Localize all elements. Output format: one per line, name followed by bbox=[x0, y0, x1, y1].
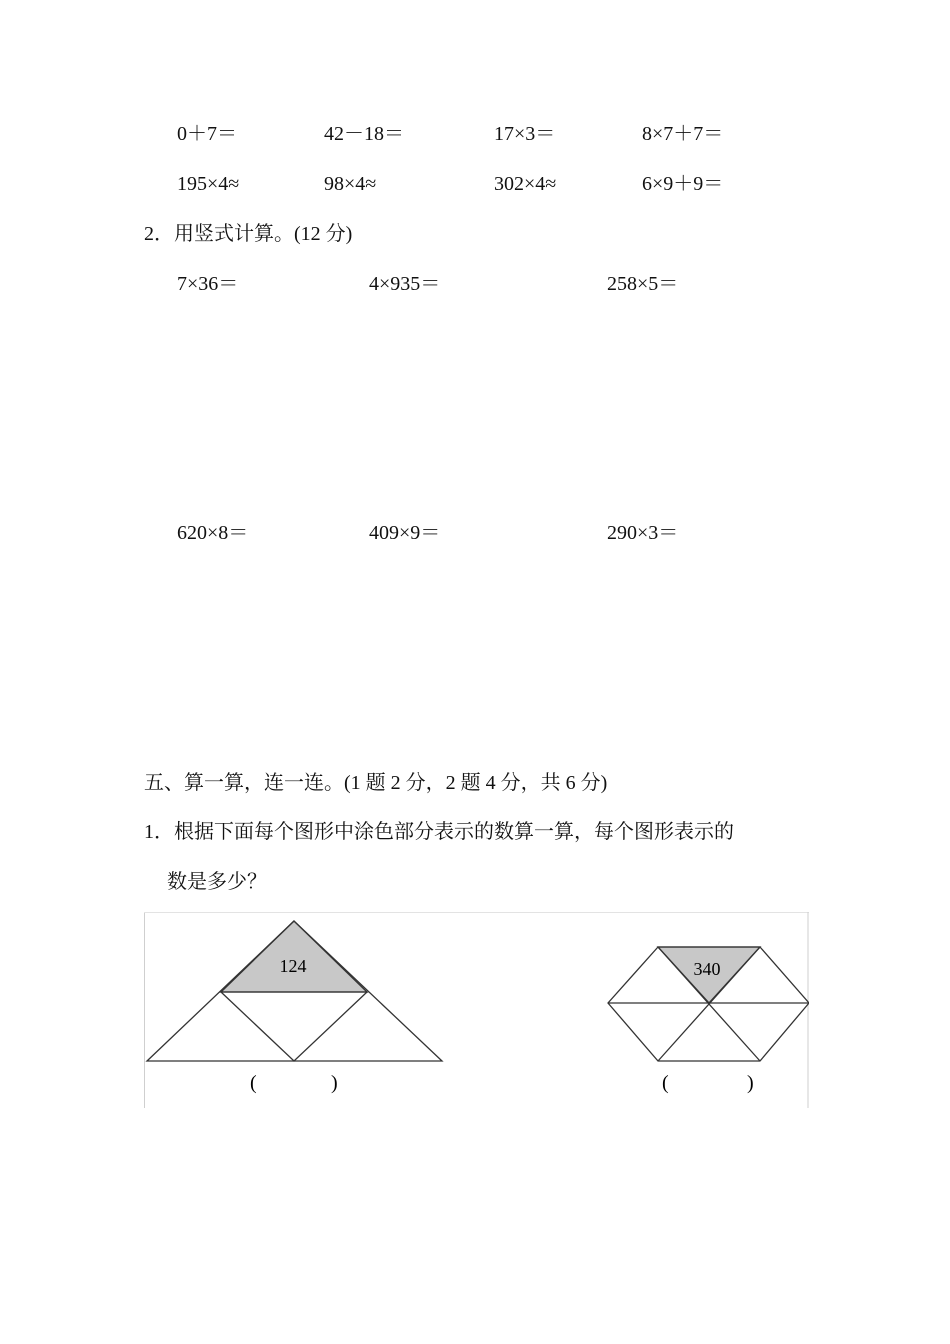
hexagon-answer-paren-open: ( bbox=[662, 1072, 669, 1094]
section-5-title: 五、算一算，连一连。(1 题 2 分，2 题 4 分，共 6 分) bbox=[144, 772, 608, 794]
triangle-answer-paren-close: ) bbox=[331, 1072, 338, 1094]
triangle-value: 124 bbox=[279, 956, 307, 976]
triangle-figure bbox=[147, 921, 442, 1061]
oral-expr-7: 302×4≈ bbox=[494, 173, 557, 195]
question-1-text-line-1: 1．根据下面每个图形中涂色部分表示的数算一算，每个图形表示的 bbox=[144, 821, 734, 843]
vertical-expr-3: 258×5＝ bbox=[607, 273, 679, 295]
vertical-expr-4: 620×8＝ bbox=[177, 522, 249, 544]
oral-expr-2: 42－18＝ bbox=[324, 123, 404, 145]
question-2-title: 2．用竖式计算。(12 分) bbox=[144, 223, 353, 245]
hexagon-value: 340 bbox=[693, 959, 721, 979]
triangle-answer-paren-open: ( bbox=[250, 1072, 257, 1094]
oral-expr-5: 195×4≈ bbox=[177, 173, 240, 195]
hexagon-answer-paren-close: ) bbox=[747, 1072, 754, 1094]
shapes-figure bbox=[144, 912, 809, 1108]
vertical-expr-6: 290×3＝ bbox=[607, 522, 679, 544]
oral-expr-8: 6×9＋9＝ bbox=[642, 173, 724, 195]
vertical-expr-1: 7×36＝ bbox=[177, 273, 239, 295]
oral-expr-3: 17×3＝ bbox=[494, 123, 556, 145]
vertical-expr-5: 409×9＝ bbox=[369, 522, 441, 544]
oral-expr-6: 98×4≈ bbox=[324, 173, 377, 195]
vertical-expr-2: 4×935＝ bbox=[369, 273, 441, 295]
question-1-text-line-2: 数是多少？ bbox=[167, 871, 267, 893]
triangle-inner-v bbox=[221, 992, 367, 1061]
oral-expr-4: 8×7＋7＝ bbox=[642, 123, 724, 145]
oral-expr-1: 0＋7＝ bbox=[177, 123, 237, 145]
